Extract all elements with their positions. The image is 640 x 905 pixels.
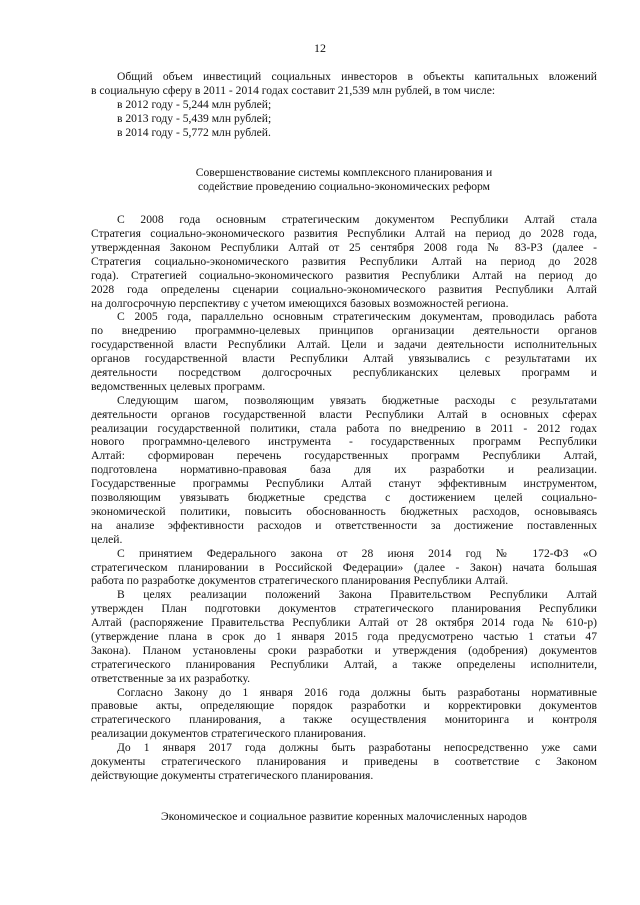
text-line: (утверждение плана в срок до 1 января 2015 года предусмотрено частью 1 статьи 47 bbox=[91, 629, 597, 643]
text-line: подготовлена нормативно-правовая база для их разработки и реализации. bbox=[91, 463, 597, 477]
heading-line: Совершенствование системы комплексного планирования и bbox=[195, 166, 493, 180]
text-line: Алтай: сформирован перечень государственных программ Республики Алтай, bbox=[91, 449, 597, 463]
text-line: Стратегия социально-экономического развития Республики Алтай на период до 2028 года, bbox=[91, 227, 597, 241]
text-line: деятельности посредством долгосрочных республиканских целевых программ и bbox=[91, 366, 597, 380]
paragraph bbox=[91, 547, 597, 589]
paragraph bbox=[91, 310, 597, 393]
page-number: 12 bbox=[314, 41, 326, 55]
text-line: Закона). Планом установлены сроки разработки и утверждения (одобрения) документов bbox=[91, 643, 597, 657]
text-line: До 1 января 2017 года должны быть разработаны непосредственно уже сами bbox=[117, 741, 597, 755]
text-line: утвержден План подготовки документов стратегического планирования Республики bbox=[91, 602, 597, 616]
text-line: Согласно Закону до 1 января 2016 года должны быть разработаны нормативные bbox=[117, 685, 597, 699]
text-line: на долгосрочную перспективу с учетом имеющихся базовых возможностей региона. bbox=[91, 296, 509, 310]
section-heading bbox=[91, 166, 597, 194]
text-line: Следующим шагом, позволяющим увязать бюджетные расходы с результатами bbox=[117, 393, 597, 407]
text-line: В целях реализации положений Закона Правительством Республики Алтай bbox=[117, 588, 597, 602]
text-line: по внедрению программно-целевых принципов организации деятельности органов bbox=[91, 324, 597, 338]
paragraph bbox=[91, 588, 597, 685]
text-line: С принятием Федерального закона от 28 июня 2014 год № 172-ФЗ «О bbox=[117, 546, 597, 560]
text-line: реализации государственной политики, стала работа по внедрению в 2011 - 2012 годах bbox=[91, 421, 597, 435]
text-line: С 2005 года, параллельно основным стратегическим документам, проводилась работа bbox=[117, 310, 597, 324]
text-line: государственной власти Республики Алтай. Цели и задачи деятельности исполнительных bbox=[91, 338, 597, 352]
text-line: правовые акты, определяющие порядок разработки и корректировки документов bbox=[91, 699, 597, 713]
text-line: на анализе эффективности расходов и ответственности за достижение поставленных bbox=[91, 518, 597, 532]
page-content bbox=[91, 70, 597, 824]
text-line: действующие документы стратегического планирования. bbox=[91, 768, 374, 782]
text-line: деятельности органов государственной власти Республики Алтай в основных сферах bbox=[91, 407, 597, 421]
text-line: стратегического планирования Республики Алтай, а также определены исполнители, bbox=[91, 657, 597, 671]
text-line: экономической политики, повысить обоснованность бюджетных расходов, основываясь bbox=[91, 504, 597, 518]
text-line: Общий объем инвестиций социальных инвесторов в объекты капитальных вложений bbox=[117, 70, 597, 83]
text-line: органов государственной власти Республики Алтай увязывались с результатами их bbox=[91, 352, 597, 366]
text-line: позволяющим увязывать бюджетные средства с достижением целей социально- bbox=[91, 491, 597, 505]
text-line: Стратегия социально-экономического развития Республики Алтай на период до 2028 bbox=[91, 254, 597, 268]
section-heading: Экономическое и социальное развитие коренных малочисленных народов bbox=[161, 809, 527, 823]
text-line: ведомственных целевых программ. bbox=[91, 379, 266, 393]
list-item: в 2012 году - 5,244 млн рублей; bbox=[117, 97, 272, 111]
text-line: стратегическом планировании в Российской Федерации» (далее - Закон) начата большая bbox=[91, 560, 597, 574]
text-line: 2028 года определены сценарии социально-экономического развития Республики Алтай bbox=[91, 282, 597, 296]
paragraph bbox=[91, 686, 597, 742]
paragraph bbox=[91, 741, 597, 783]
intro-paragraph bbox=[91, 70, 597, 139]
text-line: Алтай (распоряжение Правительства Республики Алтай от 28 октября 2014 года № 610-р) bbox=[91, 616, 597, 630]
text-line: работа по разработке документов стратегического планирования Республики Алтай. bbox=[91, 574, 509, 588]
text-line: нового программно-целевого инструмента - государственных программ Республики bbox=[91, 435, 597, 449]
list-item: в 2013 году - 5,439 млн рублей; bbox=[117, 111, 272, 125]
text-line: реализации документов стратегического планирования. bbox=[91, 727, 366, 741]
text-line: целей. bbox=[91, 532, 123, 546]
text-line: утвержденная Законом Республики Алтай от 25 сентября 2008 года № 83-РЗ (далее - bbox=[91, 241, 597, 255]
paragraph bbox=[91, 394, 597, 547]
text-line: в социальную сферу в 2011 - 2014 годах составит 21,539 млн рублей, в том числе: bbox=[91, 83, 496, 97]
text-line: Государственные программы Республики Алтай станут эффективным инструментом, bbox=[91, 477, 597, 491]
text-line: документы стратегического планирования и приведены в соответствие с Законом bbox=[91, 754, 597, 768]
text-line: ответственные за их разработку. bbox=[91, 671, 251, 685]
list-item: в 2014 году - 5,772 млн рублей. bbox=[117, 125, 271, 139]
text-line: года). Стратегией социально-экономического развития Республики Алтай на период до bbox=[91, 268, 597, 282]
heading-line: содействие проведению социально-экономических реформ bbox=[198, 180, 490, 194]
paragraph bbox=[91, 213, 597, 310]
text-line: стратегического планирования, а также осуществления мониторинга и контроля bbox=[91, 713, 597, 727]
text-line: С 2008 года основным стратегическим документом Республики Алтай стала bbox=[117, 213, 597, 227]
